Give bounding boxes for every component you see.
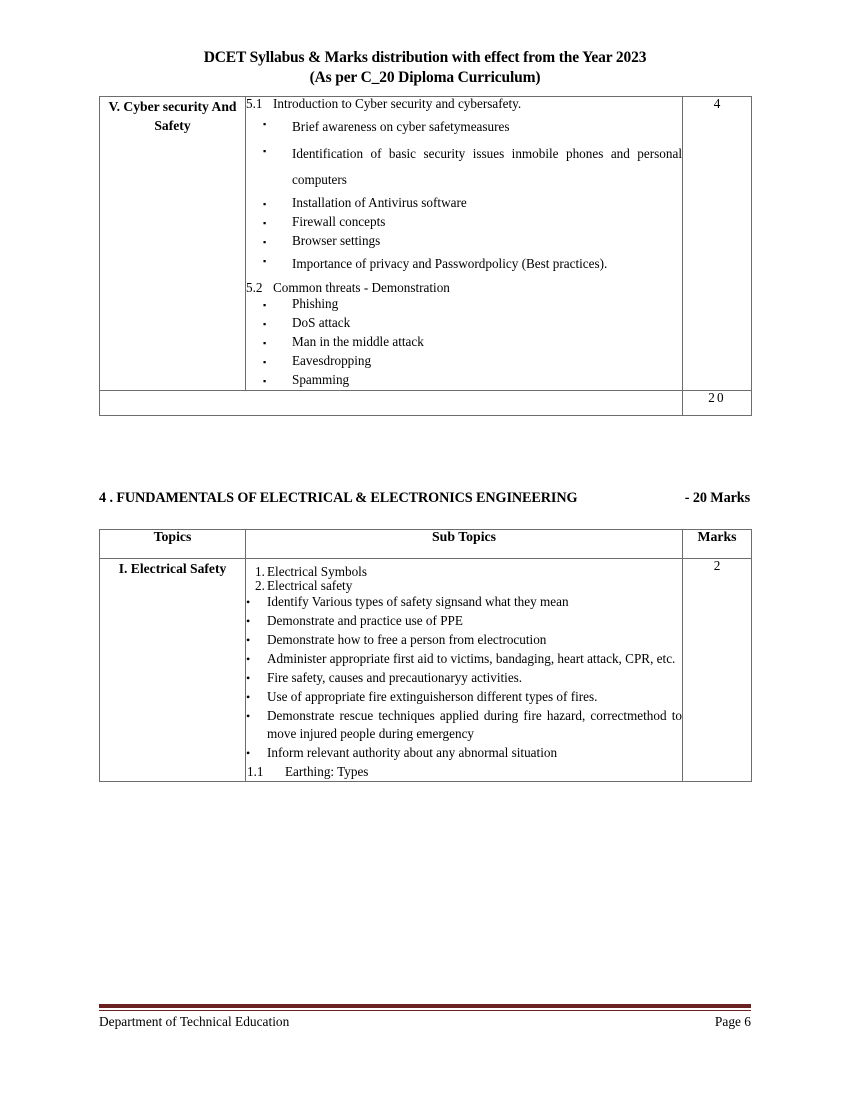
list-item-label: Electrical safety (267, 578, 353, 594)
subtopic-heading-5-1 (246, 97, 682, 110)
footer-divider (99, 1004, 751, 1011)
list-item (246, 631, 682, 649)
list-item (246, 114, 682, 141)
marks-cell-cyber: 4 (683, 97, 752, 391)
square-bullet-icon (263, 371, 292, 390)
section-heading-title: 4 . FUNDAMENTALS OF ELECTRICAL & ELECTRONICS ENGINEERING (99, 490, 578, 506)
page-title-line-2: (As per C_20 Diploma Curriculum) (309, 69, 541, 86)
list-item (246, 194, 682, 213)
electrical-safety-bullets (246, 593, 682, 762)
square-bullet-icon (263, 352, 292, 371)
topic-cell-electrical-safety: I. Electrical Safety (100, 559, 246, 782)
table-total-row (100, 391, 752, 416)
square-bullet-icon (263, 194, 292, 213)
dot-bullet-icon (246, 631, 267, 649)
numbered-items (248, 565, 682, 592)
list-item-label: Use of appropriate fire extinguisherson different types of fires. (267, 688, 598, 704)
list-item (246, 650, 682, 668)
list-item (246, 333, 682, 352)
subtopic-5-1-bullets-spaced (246, 114, 682, 194)
list-item (246, 371, 682, 390)
table-header-row (100, 530, 752, 559)
list-item-label: Fire safety, causes and precautionaryy activities. (267, 670, 523, 686)
subtopic-heading-5-2 (246, 281, 682, 294)
list-item-label: Demonstrate how to free a person from electrocution (267, 632, 547, 648)
list-item-label: DoS attack (292, 315, 351, 331)
list-item (246, 314, 682, 333)
subtopic-title-5-2: Common threats - Demonstration (273, 280, 450, 296)
subtopic-heading-1-1 (246, 763, 682, 781)
list-item-label: Demonstrate and practice use of PPE (267, 613, 463, 629)
square-bullet-icon (263, 251, 292, 278)
list-item (246, 707, 682, 744)
list-item-label: Identify Various types of safety signsand what they mean (267, 594, 569, 610)
subtopic-5-1-bullet-last (246, 251, 682, 278)
list-item-label: Importance of privacy and Passwordpolicy (Best practices). (292, 255, 608, 271)
page-title (99, 48, 751, 88)
section-heading-marks: - 20 Marks (684, 490, 750, 506)
electrical-engineering-table (99, 529, 752, 782)
list-item-label: Browser settings (292, 232, 381, 248)
square-bullet-icon (263, 232, 292, 251)
cyber-security-table (99, 96, 752, 416)
footer (99, 1014, 751, 1030)
list-item-label: Demonstrate rescue techniques applied during fire hazard, correctmethod to move injured people during emergency (267, 707, 682, 742)
list-item (246, 141, 682, 194)
topic-cell-cyber: V. Cyber security And Safety (100, 97, 246, 391)
list-item-label: Spamming (292, 372, 350, 388)
column-header-topics: Topics (100, 530, 246, 559)
list-item (246, 295, 682, 314)
list-item-label: Electrical Symbols (267, 564, 367, 579)
square-bullet-icon (263, 333, 292, 352)
list-item-label: Administer appropriate first aid to victims, bandaging, heart attack, CPR, etc. (267, 651, 676, 667)
subtopic-title-1-1: Earthing: Types (285, 764, 369, 780)
list-item-label: Man in the middle attack (292, 334, 424, 350)
list-item (248, 565, 682, 578)
list-item (246, 612, 682, 630)
subtopic-number-5-1: 5.1 (246, 96, 263, 111)
square-bullet-icon (263, 295, 292, 314)
square-bullet-icon (263, 213, 292, 232)
list-item (246, 251, 682, 278)
total-row-blank (100, 391, 683, 416)
square-bullet-icon (263, 114, 292, 141)
list-item-number: 1. (255, 564, 265, 579)
list-item-label: Eavesdropping (292, 353, 372, 369)
subtopic-5-2-bullets (246, 295, 682, 390)
list-item (246, 593, 682, 611)
table-row (100, 97, 752, 391)
list-item-label: Identification of basic security issues inmobile phones and personal computers (292, 145, 682, 188)
subtopic-number-1-1: 1.1 (247, 764, 264, 780)
footer-department-label: Department of Technical Education (99, 1014, 290, 1029)
square-bullet-icon (263, 314, 292, 333)
list-item (246, 669, 682, 687)
list-item (248, 579, 682, 592)
table-row (100, 559, 752, 782)
dot-bullet-icon (246, 669, 267, 687)
dot-bullet-icon (246, 593, 267, 611)
list-item (246, 232, 682, 251)
list-item-label: Phishing (292, 296, 339, 312)
list-item-label: Installation of Antivirus software (292, 194, 467, 210)
list-item (246, 213, 682, 232)
page-title-line-1: DCET Syllabus & Marks distribution with effect from the Year 2023 (203, 49, 647, 66)
marks-cell-electrical: 2 (683, 559, 752, 782)
list-item (246, 352, 682, 371)
dot-bullet-icon (246, 744, 267, 762)
dot-bullet-icon (246, 612, 267, 630)
subtopic-number-5-2: 5.2 (246, 280, 263, 296)
list-item-number: 2. (255, 578, 265, 594)
square-bullet-icon (263, 141, 292, 194)
dot-bullet-icon (246, 707, 267, 744)
subtopic-5-1-bullets-tight (246, 194, 682, 251)
footer-page-number: Page 6 (714, 1014, 751, 1029)
dot-bullet-icon (246, 650, 267, 668)
total-marks-value: 20 (683, 391, 752, 416)
subtopic-title-5-1: Introduction to Cyber security and cybersafety. (273, 96, 522, 111)
footer-rule-thin (99, 1010, 751, 1011)
section-heading (99, 490, 751, 507)
list-item (246, 688, 682, 706)
sub-topics-cell-cyber (246, 97, 683, 391)
list-item-label: Firewall concepts (292, 213, 386, 229)
sub-topics-cell-electrical (246, 559, 683, 782)
dot-bullet-icon (246, 688, 267, 706)
column-header-marks: Marks (683, 530, 752, 559)
list-item-label: Inform relevant authority about any abnormal situation (267, 745, 558, 761)
list-item-label: Brief awareness on cyber safetymeasures (292, 119, 510, 135)
column-header-sub-topics: Sub Topics (246, 530, 683, 559)
list-item (246, 744, 682, 762)
